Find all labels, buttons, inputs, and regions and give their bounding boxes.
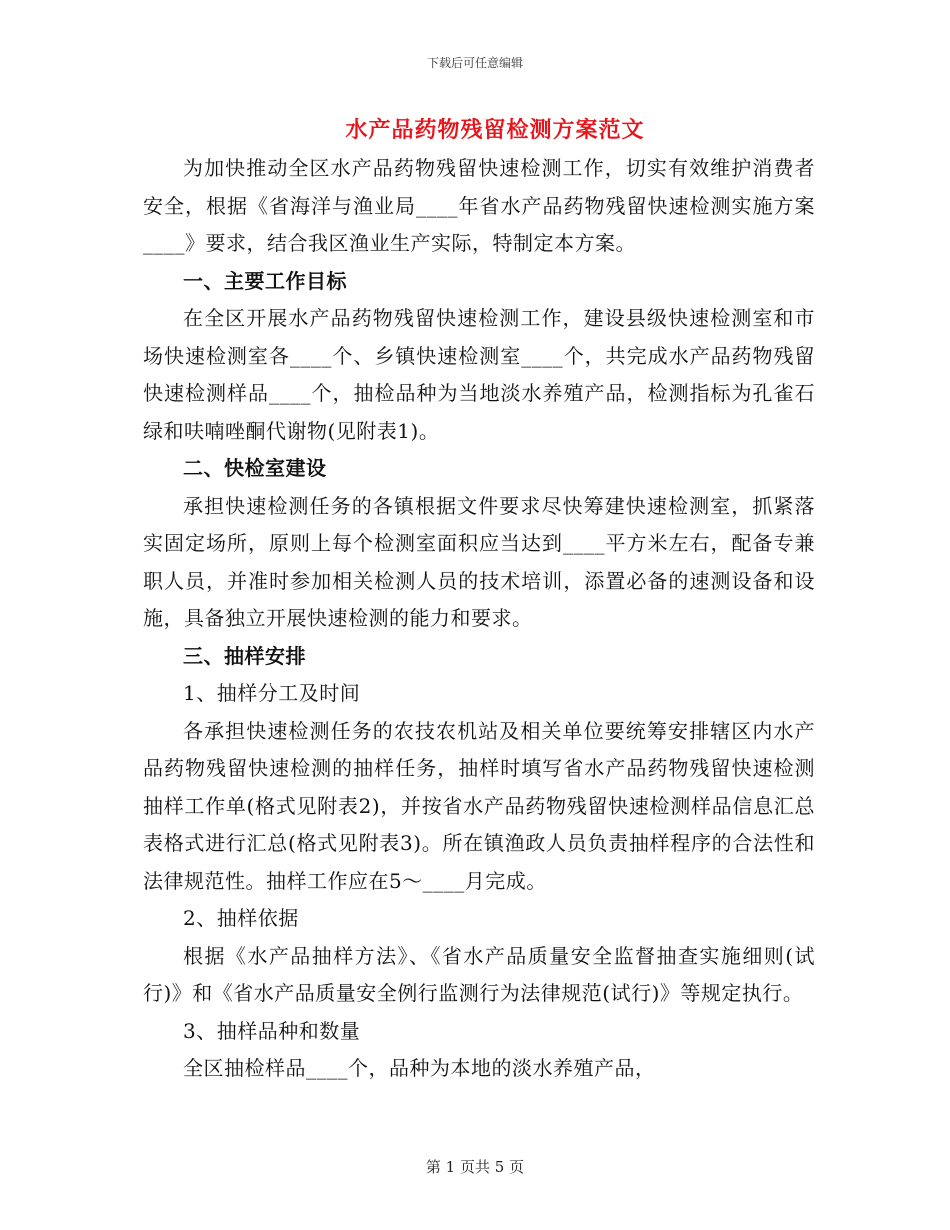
document-title: 水产品药物残留检测方案范文 <box>345 117 645 143</box>
varieties-and-quantity-paragraph: 全区抽检样品____个，品种为本地的淡水养殖产品， <box>183 1056 656 1080</box>
goals-paragraph: 在全区开展水产品药物残留快速检测工作，建设县级快速检测室和市场快速检测室各____个、乡镇快速检测室____个，共完成水产品药物残留快速检测样品____个，抽检品种为当地淡水养殖产品，检测指标为孔雀石绿和呋喃唑酮代谢物(见附表1)。 <box>143 306 815 443</box>
sampling-basis-paragraph: 根据《水产品抽样方法》、《省水产品质量安全监督抽查实施细则(试行)》和《省水产品质量安全例行监测行为法律规范(试行)》等规定执行。 <box>143 943 815 1005</box>
document-body <box>143 150 815 1088</box>
page-header-note: 下载后可任意编辑 <box>426 56 523 70</box>
lab-construction-paragraph: 承担快速检测任务的各镇根据文件要求尽快筹建快速检测室，抓紧落实固定场所，原则上每个检测室面积应当达到____平方米左右，配备专兼职人员，并准时参加相关检测人员的技术培训，添置必备的速测设备和设施，具备独立开展快速检测的能力和要求。 <box>143 493 815 630</box>
intro-paragraph: 为加快推动全区水产品药物残留快速检测工作，切实有效维护消费者安全，根据《省海洋与渔业局____年省水产品药物残留快速检测实施方案____》要求，结合我区渔业生产实际，特制定本方案。 <box>143 156 815 255</box>
page-number-footer: 第 1 页共 5 页 <box>425 1158 525 1176</box>
division-and-time-paragraph: 各承担快速检测任务的农技农机站及相关单位要统筹安排辖区内水产品药物残留快速检测的抽样任务，抽样时填写省水产品药物残留快速检测抽样工作单(格式见附表2)，并按省水产品药物残留快速检测样品信息汇总表格式进行汇总(格式见附表3)。所在镇渔政人员负责抽样程序的合法性和法律规范性。抽样工作应在5～____月完成。 <box>143 718 815 893</box>
subheading-sampling-basis: 2、抽样依据 <box>183 906 299 930</box>
subheading-varieties-and-quantity: 3、抽样品种和数量 <box>183 1018 361 1043</box>
section-heading-goals: 一、主要工作目标 <box>183 268 347 293</box>
section-heading-lab-construction: 二、快检室建设 <box>183 456 327 480</box>
subheading-division-and-time: 1、抽样分工及时间 <box>183 681 361 705</box>
section-heading-sampling: 三、抽样安排 <box>183 643 306 668</box>
